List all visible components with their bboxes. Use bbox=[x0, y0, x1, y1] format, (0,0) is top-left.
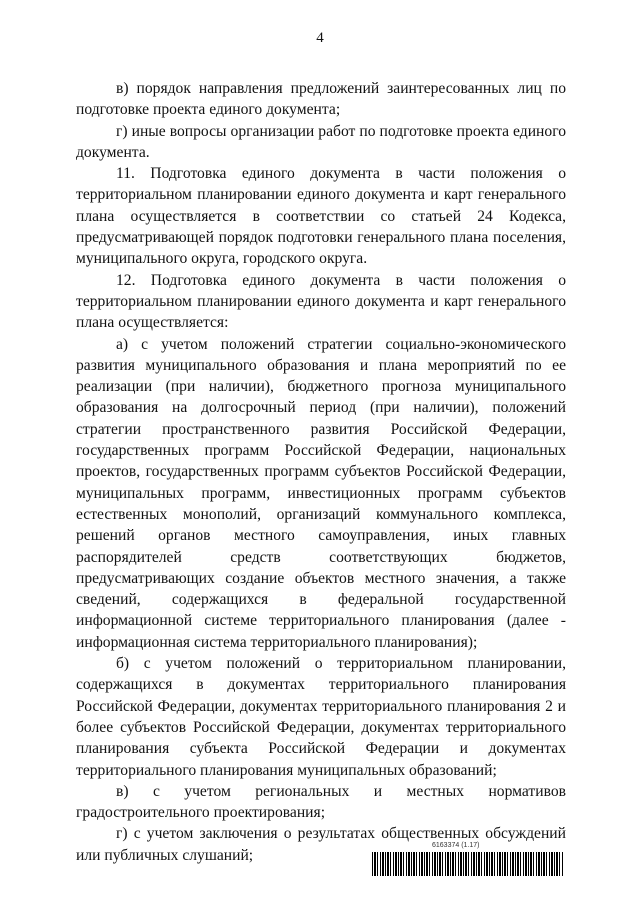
paragraph: 11. Подготовка единого документа в части положения о территориальном планировании единого документа и карт генерального плана осуществляется в соответствии со статьей 24 Кодекса, предусматривающей порядок подготовки генерального плана поселения, муниципального округа, городского округа. bbox=[76, 165, 566, 268]
paragraph: б) с учетом положений о территориальном планировании, содержащихся в документах территориального планирования Российской Федерации, документах территориального планирования 2 и более субъектов Российской Федерации, документах территориального планирования субъекта Российской Федерации и документах территориального планирования муниципальных образований; bbox=[76, 655, 566, 779]
paragraph: г) иные вопросы организации работ по подготовке проекта единого документа. bbox=[76, 122, 566, 161]
barcode-label: 6163374 (1.17) bbox=[432, 842, 480, 849]
paragraph: в) с учетом региональных и местных нормативов градостроительного проектирования; bbox=[76, 782, 566, 822]
paragraph: г) с учетом заключения о результатах общественных обсуждений или публичных слушаний; bbox=[76, 825, 566, 864]
paragraph: 12. Подготовка единого документа в части положения о территориальном планировании единого документа и карт генерального плана осуществляется: bbox=[76, 271, 566, 332]
paragraph: а) с учетом положений стратегии социально-экономического развития муниципального образования и плана мероприятий по ее реализации (при наличии), бюджетного прогноза муниципального образования на долгосрочный период (при наличии), положений стратегии пространственного развития Российской Федерации, государственных программ Российской Федерации, национальных проектов, государственных программ субъектов Российской Федерации, муниципальных программ, инвестиционных программ субъектов естественных монополий, организаций коммунального комплекса, решений органов местного самоуправления, иных главных распорядителей средств соответствующих бюджетов, предусматривающих создание объектов местного значения, а также сведений, содержащихся в федеральной государственной информационной системе территориального планирования (далее - информационная система территориального планирования); bbox=[76, 335, 566, 651]
barcode bbox=[372, 852, 564, 876]
document-body bbox=[76, 78, 566, 866]
paragraph: в) порядок направления предложений заинтересованных лиц по подготовке проекта единого документа; bbox=[76, 80, 566, 119]
page-number: 4 bbox=[316, 30, 324, 46]
